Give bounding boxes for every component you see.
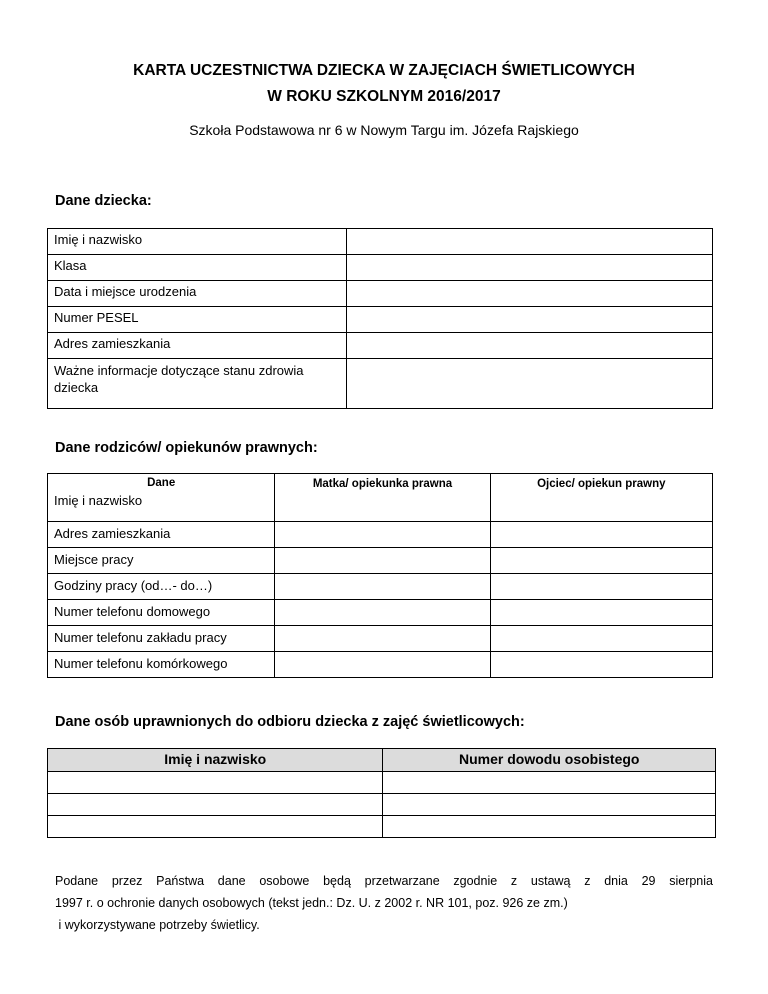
mother-value[interactable] [275, 548, 490, 574]
child-row-label: Ważne informacje dotyczące stanu zdrowia dziecka [48, 359, 347, 409]
mother-value[interactable] [275, 522, 490, 548]
father-value[interactable] [490, 548, 712, 574]
privacy-notice-line1: Podane przez Państwa dane osobowe będą przetwarzane zgodnie z ustawą z dnia 29 sierpnia [55, 874, 713, 888]
father-value[interactable] [490, 522, 712, 548]
mother-value[interactable] [275, 574, 490, 600]
mother-value[interactable] [275, 626, 490, 652]
col-header-name: Imię i nazwisko [48, 749, 383, 772]
parents-first-cell [48, 474, 275, 522]
authorized-name-cell[interactable] [48, 794, 383, 816]
authorized-section-heading: Dane osób uprawnionych do odbioru dziecka z zajęć świetlicowych: [55, 714, 525, 730]
authorized-id-cell[interactable] [383, 794, 716, 816]
child-row-label: Adres zamieszkania [48, 333, 347, 359]
child-row-value[interactable] [347, 359, 713, 409]
school-name: Szkoła Podstawowa nr 6 w Nowym Targu im. Józefa Rajskiego [189, 122, 579, 138]
privacy-notice-line2: 1997 r. o ochronie danych osobowych (tekst jedn.: Dz. U. z 2002 r. NR 101, poz. 926 ze zm.) [55, 896, 568, 910]
privacy-notice-line3: i wykorzystywane potrzeby świetlicy. [55, 918, 260, 932]
child-section-heading: Dane dziecka: [55, 193, 152, 209]
parents-section-heading: Dane rodziców/ opiekunów prawnych: [55, 440, 318, 456]
parents-data-table [47, 473, 713, 678]
father-value[interactable] [490, 600, 712, 626]
col-header-id-number: Numer dowodu osobistego [383, 749, 716, 772]
authorized-name-cell[interactable] [48, 816, 383, 838]
document-title-line2: W ROKU SZKOLNYM 2016/2017 [267, 88, 501, 105]
parents-row-label: Numer telefonu domowego [48, 600, 275, 626]
child-row-label: Klasa [48, 255, 347, 281]
child-row-value[interactable] [347, 229, 713, 255]
parents-row-label: Godziny pracy (od…- do…) [48, 574, 275, 600]
parents-row-label: Numer telefonu komórkowego [48, 652, 275, 678]
child-row-value[interactable] [347, 281, 713, 307]
child-row-value[interactable] [347, 255, 713, 281]
parents-row-label: Adres zamieszkania [48, 522, 275, 548]
col-header-mother: Matka/ opiekunka prawna [275, 474, 490, 522]
mother-value[interactable] [275, 652, 490, 678]
mother-value[interactable] [275, 600, 490, 626]
document-title-line1: KARTA UCZESTNICTWA DZIECKA W ZAJĘCIACH ŚWIETLICOWYCH [133, 62, 635, 79]
col-header-father: Ojciec/ opiekun prawny [490, 474, 712, 522]
authorized-id-cell[interactable] [383, 816, 716, 838]
col-header-dane: Dane [147, 477, 176, 489]
child-row-label: Data i miejsce urodzenia [48, 281, 347, 307]
father-value[interactable] [490, 652, 712, 678]
parents-row-label: Numer telefonu zakładu pracy [48, 626, 275, 652]
parents-row-label: Imię i nazwisko [54, 493, 143, 508]
authorized-name-cell[interactable] [48, 772, 383, 794]
authorized-persons-table [47, 748, 716, 838]
child-row-value[interactable] [347, 307, 713, 333]
child-row-label: Numer PESEL [48, 307, 347, 333]
parents-row-label: Miejsce pracy [48, 548, 275, 574]
authorized-id-cell[interactable] [383, 772, 716, 794]
father-value[interactable] [490, 574, 712, 600]
child-row-value[interactable] [347, 333, 713, 359]
child-data-table [47, 228, 713, 409]
child-row-label: Imię i nazwisko [48, 229, 347, 255]
privacy-notice [55, 870, 713, 936]
father-value[interactable] [490, 626, 712, 652]
